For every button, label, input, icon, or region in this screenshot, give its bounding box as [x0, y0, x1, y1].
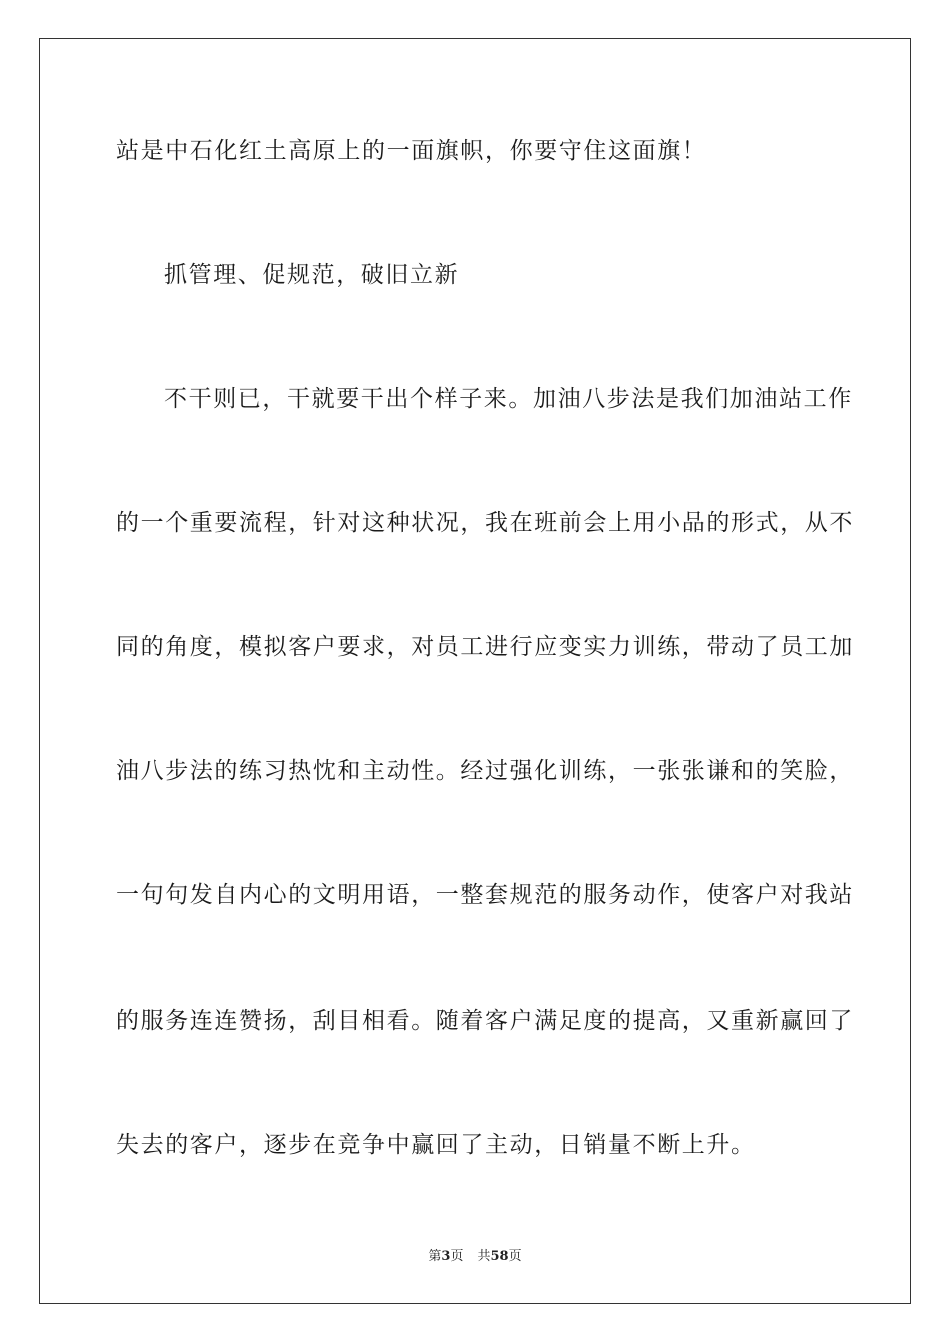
page-footer	[0, 1248, 950, 1266]
paragraph-line-4: 同的角度，模拟客户要求，对员工进行应变实力训练，带动了员工加	[116, 634, 854, 660]
paragraph-line-6: 一句句发自内心的文明用语，一整套规范的服务动作，使客户对我站	[116, 882, 854, 908]
total-prefix: 共	[477, 1249, 491, 1264]
paragraph-line-2: 不干则已，干就要干出个样子来。加油八步法是我们加油站工作	[164, 386, 853, 412]
paragraph-line-1: 站是中石化红土高原上的一面旗帜，你要守住这面旗！	[116, 138, 707, 164]
page-suffix: 页	[450, 1249, 464, 1264]
paragraph-line-8: 失去的客户，逐步在竞争中赢回了主动，日销量不断上升。	[116, 1132, 756, 1158]
total-suffix: 页	[508, 1249, 522, 1264]
page-prefix: 第	[428, 1249, 442, 1264]
page-number: 3	[441, 1249, 451, 1264]
section-heading: 抓管理、促规范，破旧立新	[164, 262, 460, 288]
paragraph-line-5: 油八步法的练习热忱和主动性。经过强化训练，一张张谦和的笑脸，	[116, 758, 854, 784]
page-border	[39, 38, 911, 1304]
total-pages: 58	[490, 1249, 509, 1264]
paragraph-line-3: 的一个重要流程，针对这种状况，我在班前会上用小品的形式，从不	[116, 510, 854, 536]
paragraph-line-7: 的服务连连赞扬，刮目相看。随着客户满足度的提高，又重新赢回了	[116, 1008, 854, 1034]
